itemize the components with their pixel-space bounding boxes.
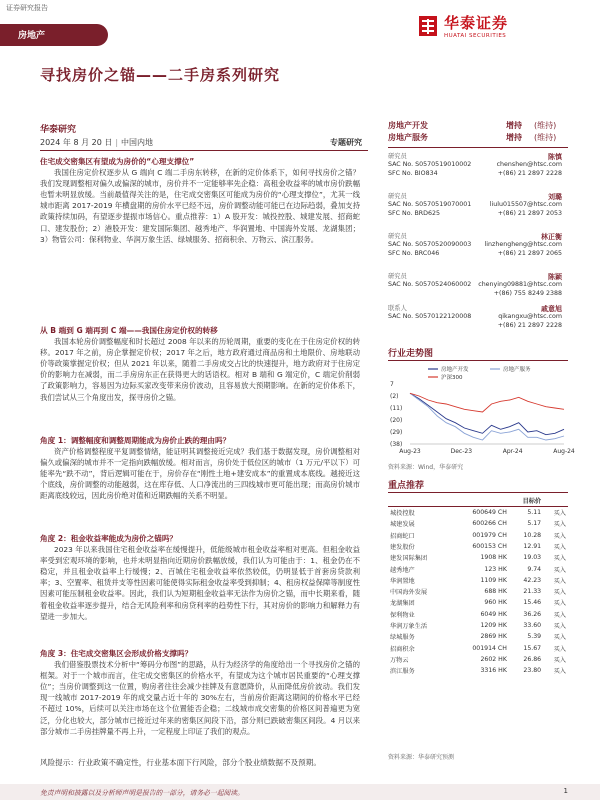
page-number: 1 — [563, 787, 568, 795]
target-price: 23.80 — [523, 667, 542, 675]
y-tick-label: (20) — [390, 417, 403, 424]
analyst-card: 研究员 林正衡 SAC No. S0570520090003 linzhengheng@htsc.com SFC No. BRC046 +(86) 21 2897 2065 — [388, 233, 562, 257]
target-price: 36.26 — [523, 610, 542, 618]
report-type: 专题研究 — [330, 138, 362, 147]
section-3 — [40, 435, 360, 502]
footer — [0, 780, 600, 800]
rating: 买入 — [553, 521, 566, 529]
x-tick-label: Apr-24 — [502, 448, 523, 455]
trend-chart — [388, 364, 575, 460]
target-price: 19.03 — [523, 554, 542, 562]
stocks-table — [388, 495, 568, 676]
stock-code: 1109 HK — [480, 576, 507, 584]
table-row — [388, 597, 568, 608]
table-row — [388, 518, 568, 529]
analyst-email[interactable]: liulu015507@htsc.com — [489, 201, 562, 209]
rating-row: 房地产服务 增持 (维持) — [388, 133, 557, 142]
stock-code: 1908 HK — [480, 554, 507, 562]
analyst-email[interactable]: linzhengheng@htsc.com — [484, 241, 562, 249]
table-row — [388, 507, 568, 519]
table-row — [388, 654, 568, 665]
x-tick-label: Aug-23 — [399, 448, 421, 455]
chart-title: 行业走势图 — [388, 349, 434, 359]
sector-tag: 房地产 — [0, 24, 108, 46]
stock-name: 万物云 — [390, 656, 409, 664]
target-price: 5.17 — [527, 520, 542, 528]
rating: 买入 — [553, 532, 566, 540]
report-title: 寻找房价之锚——二手房系列研究 — [40, 66, 281, 84]
stock-name: 建发股份 — [390, 543, 415, 551]
analyst-email[interactable]: chenying09881@htsc.com — [478, 281, 562, 289]
target-price: 12.91 — [523, 542, 542, 550]
stock-name: 建发国际集团 — [390, 555, 428, 563]
table-row — [388, 642, 568, 653]
section-4 — [40, 533, 360, 622]
x-tick-label: Aug-24 — [553, 448, 575, 455]
legend-label: 房地产服务 — [503, 367, 531, 373]
stock-name: 越秀地产 — [390, 566, 415, 574]
stock-name: 绿城服务 — [390, 634, 415, 642]
section-heading: 角度 2：租金收益率能成为房价之锚吗？ — [40, 534, 178, 543]
section-1 — [40, 156, 360, 245]
stock-code: 3316 HK — [480, 667, 507, 675]
section-heading: 住宅成交密集区有望成为房价的“心理支撑位” — [40, 157, 195, 166]
stock-code: 123 HK — [484, 565, 507, 573]
target-price: 10.28 — [523, 531, 542, 539]
rating: 买入 — [553, 577, 566, 585]
target-price: 21.33 — [523, 588, 542, 596]
stock-code: 001914 CH — [472, 644, 507, 652]
rating: 买入 — [553, 510, 566, 518]
stock-name: 华润万象生活 — [390, 622, 428, 630]
stock-code: 2602 HK — [480, 655, 507, 663]
legend-label: 沪深300 — [441, 375, 463, 381]
analyst-card: 研究员 刘璐 SAC No. S0570519070001 liulu015507@htsc.com SFC No. BRD625 +(86) 21 2897 2053 — [388, 193, 562, 217]
table-row — [388, 620, 568, 631]
ratings-box — [388, 120, 568, 144]
logo-mark-icon — [418, 14, 438, 38]
stock-code: 600153 CH — [472, 542, 507, 550]
logo-text-cn: 华泰证券 — [444, 14, 509, 32]
stock-code: 1209 HK — [480, 621, 507, 629]
table-row — [388, 541, 568, 552]
analyst-card: 研究员 陈颖 SAC No. S0570524060002 chenying09881@htsc.com +(86) 755 8249 2388 — [388, 273, 562, 297]
stock-name: 招商蛇口 — [390, 532, 415, 540]
section-2 — [40, 325, 360, 403]
section-heading: 角度 3：住宅成交密集区会形成价格支撑吗？ — [40, 649, 193, 658]
rating: 买入 — [553, 600, 566, 608]
rating: 买入 — [553, 543, 566, 551]
stock-name: 保利物业 — [390, 611, 415, 619]
section-body: 我国本轮房价调整幅度和时长超过 2008 年以来的历轮周期，重要的变化在于住房定价权的转移。2017 年之前，房企掌握定价权；2017 年之后，地方政府通过商品房和土地限价、房地联动价等政策掌握定价权；但从 2021 年以来，随着二手房成交占比的快速提升，地方政府对于住房定价的影响力在减弱，而二手房房东正在获得更大的话语权。相对 B 端和 G 端定价，C 端定价削弱了政策影响力，容易因为边际买家改变带来房价波动，且容易放大预期影响。在新的定价体系下，我们尝试从三个角度出发，探寻房价之锚。 — [40, 337, 360, 402]
stock-code: 960 HK — [484, 599, 507, 607]
legend-label: 房地产开发 — [441, 367, 469, 373]
research-org: 华泰研究 — [40, 125, 77, 135]
stock-name: 滨江服务 — [390, 668, 415, 676]
stock-code: 688 HK — [484, 588, 507, 596]
section-5 — [40, 648, 360, 737]
stock-code: 600649 CH — [472, 509, 507, 517]
section-body: 我们借鉴股票技术分析中“筹码分布图”的思路，从行为经济学的角度给出一个寻找房价之锚的框架。对于一个城市而言，住宅成交密集区的价格水平，有望成为这个城市居民重要的“心理支撑位”；当房价调整到这一位置，购房者往往会减少挂牌及有意愿降价，从而降低房价波动。我们发现一线城市 2017-2019 年的成交量占近十年的 30%左右，当前房价距离这期间的价格水平已经不超过 10%，后续可以关注市场在这个位置能否企稳；二线城市成交密集的价格区间普遍更为宽泛，分化也较大，部分城市已接近过年来的密集区间段下沿，部分则已跌破密集区间段。4 月以来部分城市二手房挂牌量不再上升，一定程度上印证了我们的观点。 — [40, 660, 360, 736]
x-tick-label: Dec-23 — [450, 448, 473, 455]
divider — [388, 147, 568, 148]
series-label: 证券研究报告 — [6, 4, 48, 12]
stock-name: 城建发展 — [390, 521, 415, 529]
target-price: 15.46 — [523, 599, 542, 607]
rating: 买入 — [553, 611, 566, 619]
series-line — [410, 393, 564, 434]
analyst-card: 研究员 陈慎 SAC No. S0570519010002 chenshen@htsc.com SFC No. BIO834 +(86) 21 2897 2228 — [388, 153, 562, 177]
logo-text-en: HUATAI SECURITIES — [444, 33, 507, 39]
y-tick-label: (2) — [390, 393, 399, 400]
stock-name: 招商积余 — [390, 645, 415, 653]
y-tick-label: (29) — [390, 429, 403, 436]
y-tick-label: 7 — [390, 381, 394, 388]
table-row — [388, 575, 568, 586]
rating: 买入 — [553, 645, 566, 653]
stock-code: 2869 HK — [480, 633, 507, 641]
stock-code: 6049 HK — [480, 610, 507, 618]
section-heading: 从 B 端到 G 端再到 C 端——我国住房定价权的转移 — [40, 326, 218, 335]
report-region: 中国内地 — [121, 138, 154, 147]
table-row — [388, 665, 568, 676]
divider — [388, 360, 568, 361]
target-price: 33.60 — [523, 621, 542, 629]
analyst-card: 联系人 戚意旭 SAC No. S0570122120008 qikangxu@htsc.com +(86) 21 2897 2228 — [388, 305, 562, 329]
target-price: 5.11 — [527, 509, 542, 517]
y-tick-label: (11) — [390, 405, 403, 412]
analyst-email[interactable]: chenshen@htsc.com — [496, 161, 562, 169]
table-row — [388, 586, 568, 597]
rating: 买入 — [553, 555, 566, 563]
stock-name: 龙湖集团 — [390, 600, 415, 608]
footer-disclaimer: 免责声明和披露以及分析师声明是报告的一部分，请务必一起阅读。 — [40, 789, 244, 797]
series-line — [410, 393, 564, 440]
rating: 买入 — [553, 634, 566, 642]
divider — [388, 492, 568, 493]
stock-name: 城投控股 — [390, 510, 415, 518]
stock-name: 华润置地 — [390, 577, 415, 585]
rating: 买入 — [553, 589, 566, 597]
table-row — [388, 563, 568, 574]
stocks-source: 资料来源：华泰研究预测 — [388, 754, 455, 761]
divider — [40, 150, 368, 151]
stock-code: 001979 CH — [472, 531, 507, 539]
rating: 买入 — [553, 566, 566, 574]
table-header-row: 目标价 — [388, 495, 568, 507]
y-tick-label: (38) — [390, 441, 403, 448]
analyst-email[interactable]: qikangxu@htsc.com — [498, 313, 562, 321]
risk-note: 风险提示：行业政策不确定性，行业基本面下行风险，部分个股业绩数据不及预期。 — [40, 758, 321, 767]
logo — [418, 12, 568, 44]
target-price: 5.39 — [527, 633, 542, 641]
rating: 买入 — [553, 656, 566, 664]
rating: 买入 — [553, 668, 566, 676]
table-row — [388, 631, 568, 642]
table-row — [388, 552, 568, 563]
target-price: 26.86 — [523, 655, 542, 663]
report-date: 2024 年 8 月 20 日 — [40, 138, 113, 147]
section-body: 我国住房定价权逐步从 G 端向 C 端二手房东转移，在新的定价体系下，如何寻找房价之锚？我们发现调整相对偏久或偏深的城市，房价并不一定能够率先企稳：高租金收益率的城市房价跌幅也暂未明显放缓。当前最值得关注的是，住宅成交密集区可能成为房价的“心理支撑位”，尤其一线城市距离 2017-2019 年横盘期的房价水平已经不远，房价调整动能可能已在边际趋弱，叠加支持政策持续加码，有望逐步提振市场信心。重点推荐：1）A 股开发：城投控股、城建发展、招商蛇口、建发股份；2）港股开发：建发国际集团、越秀地产、华润置地、中国海外发展、龙湖集团；3）物管公司：保利物业、华润万象生活、绿城服务、招商积余、万物云、滨江服务。 — [40, 168, 360, 244]
rating-row: 房地产开发 增持 (维持) — [388, 121, 557, 130]
stocks-title: 重点推荐 — [388, 481, 425, 491]
table-row — [388, 530, 568, 541]
target-price: 15.67 — [523, 644, 542, 652]
target-price: 42.23 — [523, 576, 542, 584]
stock-name: 中国海外发展 — [390, 589, 428, 597]
rating: 买入 — [553, 622, 566, 630]
stock-code: 600266 CH — [472, 520, 507, 528]
section-heading: 角度 1：调整幅度和调整周期能成为房价止跌的理由吗？ — [40, 436, 231, 445]
chart-source: 资料来源：Wind，华泰研究 — [388, 464, 464, 471]
section-body: 资产价格调整程度平复调整情绪，能证明其调整接近完成？我们基于数据发现，房价调整相对偏久或偏深的城市并不一定指向跌幅放缓。相对而言，房价处于低位区的城市（1 万元/平以下）可能率先“跌不动”，背后逻辑可能在于，房价存在“刚性土地+建安成本”的重置成本底线。越接近这个底线，房价调整的动能越弱，这在库存低、人口净流出的三四线城市更可能出现；而高房价城市距离底线较远，因此房价绝对值和近期跌幅的关系不明显。 — [40, 447, 360, 501]
table-row — [388, 609, 568, 620]
section-body: 2023 年以来我国住宅租金收益率在缓慢提升，低能级城市租金收益率相对更高。但租金收益率受到宏观环境的影响，也并未明显指向近期房价跌幅放缓，我们认为可能由于：1、租金仍在不稳定，并且租金收益率上行缓慢；2、百城住宅租金收益率依然较低，仍明显低于首套房贷款利率；3、空置率、租赁并支等性因素可能使得实际租金收益率受到抑制；4、租房权益保障等制度性因素可能压制租金收益率。因此，我们认为短期租金收益率无法作为房价之锚，而中长期来看，随着租金收益率逐步提升，结合无风险利率和房贷利率的趋势性下行，其对房价的影响力和解释力有望进一步加大。 — [40, 545, 360, 621]
target-price: 9.74 — [527, 565, 542, 573]
report-dateline: 2024 年 8 月 20 日 | 中国内地 — [40, 138, 154, 147]
